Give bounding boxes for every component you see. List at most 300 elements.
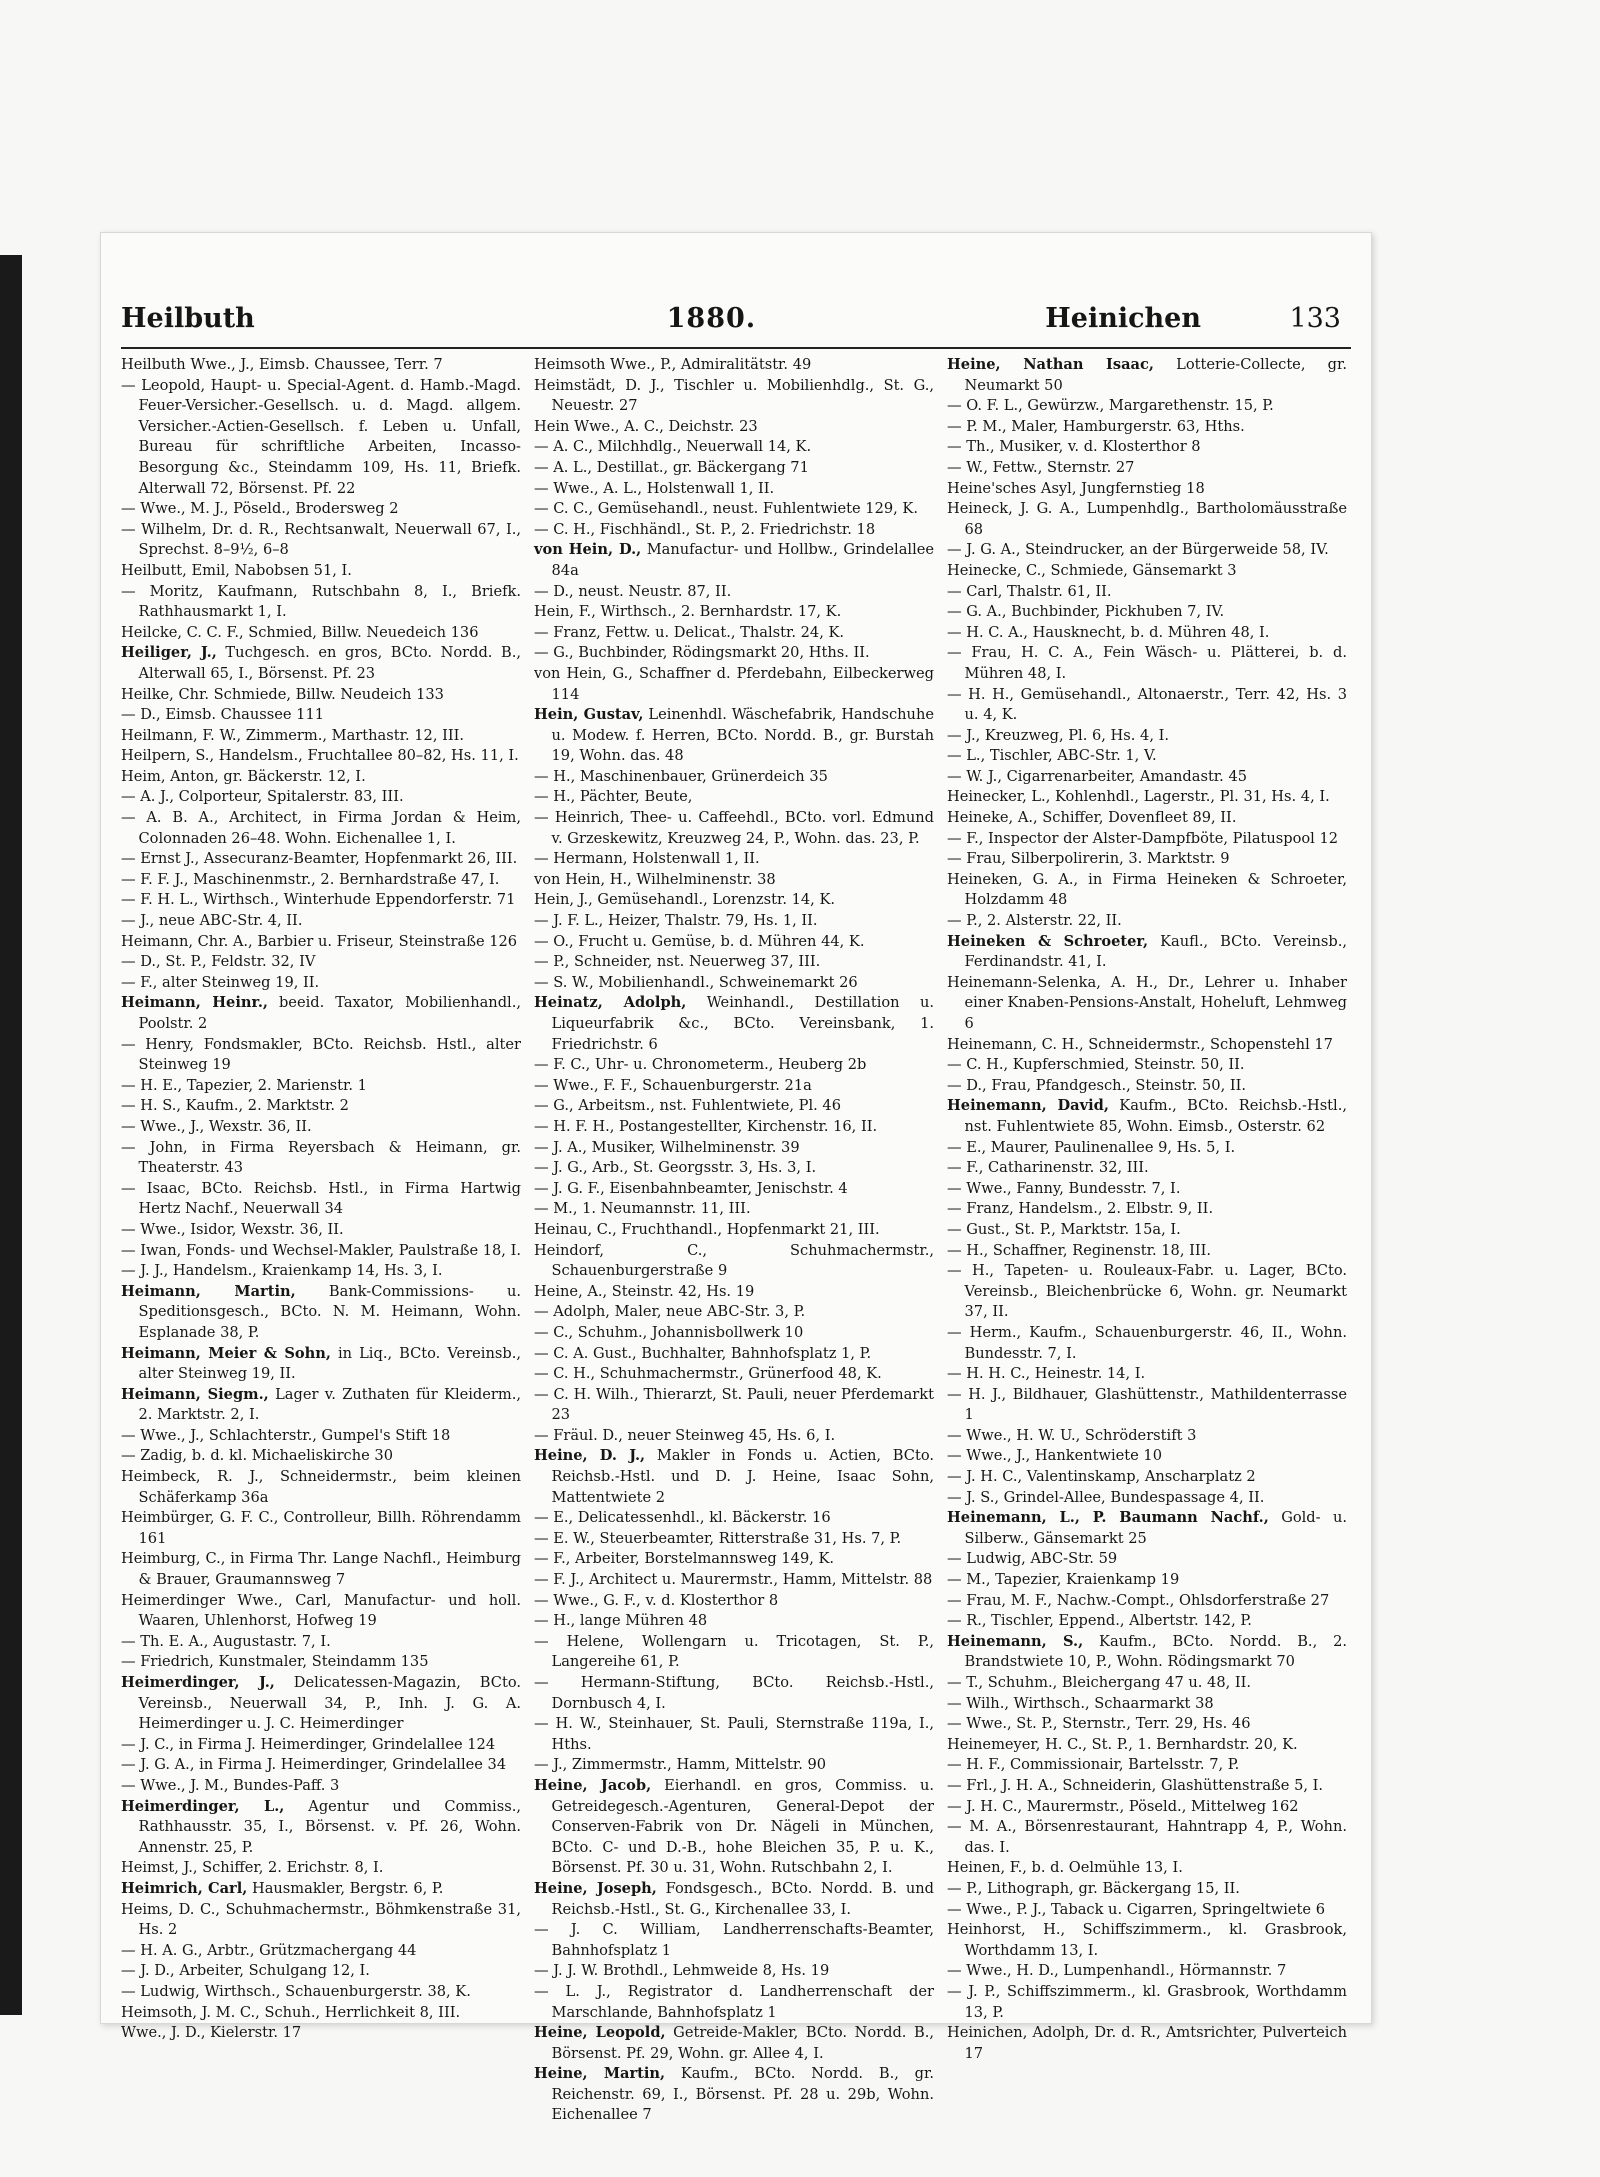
entry-text: — Wwe., J., Wexstr. 36, II. bbox=[121, 1117, 312, 1135]
entry-text: Heilpern, S., Handelsm., Fruchtallee 80–82, Hs. 11, I. bbox=[121, 747, 519, 765]
entry-text: — Hermann, Holstenwall 1, II. bbox=[534, 850, 760, 868]
directory-entry bbox=[947, 1158, 1347, 1179]
entry-text: — F. C., Uhr- u. Chronometerm., Heuberg 2b bbox=[534, 1056, 867, 1074]
entry-text: Getreide-Makler, BCto. Nordd. B., Börsenst. Pf. 29, Wohn. gr. Allee 4, I. bbox=[551, 2024, 934, 2062]
directory-entry bbox=[534, 911, 934, 932]
entry-text: — J. S., Grindel-Allee, Bundespassage 4, II. bbox=[947, 1488, 1265, 1506]
entry-text: — J., Kreuzweg, Pl. 6, Hs. 4, I. bbox=[947, 726, 1170, 744]
entry-text: — J. G. A., Steindrucker, an der Bürgerweide 58, IV. bbox=[947, 541, 1329, 559]
directory-entry bbox=[121, 1776, 521, 1797]
entry-text: — G., Buchbinder, Rödingsmarkt 20, Hths. II. bbox=[534, 644, 870, 662]
entry-name-bold: Heinemann, S., bbox=[947, 1632, 1084, 1650]
directory-entry bbox=[947, 829, 1347, 850]
entry-text: — C. H., Kupferschmied, Steinstr. 50, II. bbox=[947, 1056, 1245, 1074]
directory-entry bbox=[947, 1694, 1347, 1715]
entry-text: — J. F. L., Heizer, Thalstr. 79, Hs. 1, II. bbox=[534, 912, 818, 930]
entry-text: — Helene, Wollengarn u. Tricotagen, St. P., Langereihe 61, P. bbox=[534, 1632, 934, 1671]
entry-name-bold: Heinemann, David, bbox=[947, 1097, 1109, 1115]
directory-entry bbox=[534, 1714, 934, 1755]
entry-text: — Herm., Kaufm., Schauenburgerstr. 46, II., Wohn. Bundesstr. 7, I. bbox=[947, 1323, 1347, 1362]
entry-text: Lager v. Zuthaten für Kleiderm., 2. Marktstr. 2, I. bbox=[138, 1385, 521, 1424]
directory-entry bbox=[534, 437, 934, 458]
directory-entry bbox=[534, 1364, 934, 1385]
entry-text: — Th. E. A., Augustastr. 7, I. bbox=[121, 1632, 331, 1650]
directory-page bbox=[100, 232, 1372, 2124]
entry-text: — H., Maschinenbauer, Grünerdeich 35 bbox=[534, 767, 828, 785]
entry-text: Heinemeyer, H. C., St. P., 1. Bernhardstr. 20, K. bbox=[947, 1735, 1298, 1753]
entry-text: Kaufm., BCto. Nordd. B., gr. Reichenstr. 69, I., Börsenst. Pf. 28 u. 29b, Wohn. Eichenallee 7 bbox=[551, 2065, 934, 2124]
directory-entry bbox=[947, 1220, 1347, 1241]
column-3 bbox=[947, 355, 1348, 2062]
directory-entry bbox=[534, 1385, 934, 1426]
entry-text: Heimbeck, R. J., Schneidermstr., beim kleinen Schäferkamp 36a bbox=[121, 1468, 521, 1506]
entry-text: — Ludwig, Wirthsch., Schauenburgerstr. 38, K. bbox=[121, 1982, 471, 2000]
directory-entry bbox=[947, 437, 1347, 458]
directory-entry bbox=[534, 1549, 934, 1570]
entry-name-bold: Heiliger, J., bbox=[121, 644, 217, 662]
directory-entry bbox=[534, 1920, 934, 1961]
column-2 bbox=[534, 355, 935, 2124]
directory-entry bbox=[947, 602, 1347, 623]
directory-entry bbox=[534, 376, 934, 417]
directory-entry bbox=[121, 582, 521, 623]
entry-text: — Isaac, BCto. Reichsb. Hstl., in Firma Hartwig Hertz Nachf., Neuerwall 34 bbox=[121, 1179, 521, 1218]
directory-entry bbox=[121, 787, 521, 808]
entry-text: — D., neust. Neustr. 87, II. bbox=[534, 582, 732, 600]
entry-text: Heineck, J. G. A., Lumpenhdlg., Bartholomäusstraße 68 bbox=[947, 500, 1347, 538]
entry-text: — Zadig, b. d. kl. Michaeliskirche 30 bbox=[121, 1447, 393, 1465]
entry-text: — H., Pächter, Beute, bbox=[534, 788, 693, 806]
entry-text: — Wwe., G. F., v. d. Klosterthor 8 bbox=[534, 1591, 779, 1609]
entry-text: — Frau, Silberpolirerin, 3. Marktstr. 9 bbox=[947, 850, 1230, 868]
directory-entry bbox=[534, 1570, 934, 1591]
entry-text: Heilcke, C. C. F., Schmied, Billw. Neuedeich 136 bbox=[121, 623, 479, 641]
directory-entry bbox=[121, 1508, 521, 1549]
directory-entry bbox=[121, 1220, 521, 1241]
directory-entry bbox=[121, 849, 521, 870]
entry-text: — A. J., Colporteur, Spitalerstr. 83, III. bbox=[121, 788, 404, 806]
entry-text: — H., Tapeten- u. Rouleaux-Fabr. u. Lager, BCto. Vereinsb., Bleichenbrücke 6, Wohn. gr. Neumarkt 37, II. bbox=[947, 1262, 1347, 1321]
directory-entry bbox=[121, 561, 521, 582]
entry-text: — Hermann-Stiftung, BCto. Reichsb.-Hstl., Dornbusch 4, I. bbox=[534, 1674, 934, 1712]
directory-entry bbox=[947, 1241, 1347, 1262]
entry-text: Manufactur- und Hollbw., Grindelallee 84a bbox=[551, 541, 935, 579]
entry-text: — Wwe., M. J., Pöseld., Brodersweg 2 bbox=[121, 500, 399, 518]
directory-entry bbox=[534, 1282, 934, 1303]
entry-text: — L., Tischler, ABC-Str. 1, V. bbox=[947, 747, 1157, 765]
entry-text: — P., 2. Alsterstr. 22, II. bbox=[947, 912, 1122, 930]
directory-entry bbox=[534, 767, 934, 788]
entry-text: — J. H. C., Valentinskamp, Anscharplatz 2 bbox=[947, 1468, 1256, 1486]
directory-entry bbox=[534, 1179, 934, 1200]
directory-entry bbox=[121, 520, 521, 561]
directory-entry bbox=[534, 1096, 934, 1117]
entry-text: — W., Fettw., Sternstr. 27 bbox=[947, 458, 1135, 476]
directory-entry bbox=[947, 1570, 1347, 1591]
directory-entry bbox=[534, 1426, 934, 1447]
entry-name-bold: Heineken & Schroeter, bbox=[947, 932, 1149, 950]
entry-text: — Leopold, Haupt- u. Special-Agent. d. Hamb.-Magd. Feuer-Versicher.-Gesellsch. u. d. Magd. allgem. Versicher.-Actien-Gesellsch. f. Leben u. Unfall, Bureau für schriftliche Arbeiten, Incasso-Besorgung &c., Steindamm 109, Hs. 11, Briefk. Alterwall 72, Börsenst. Pf. 22 bbox=[121, 376, 521, 497]
entry-text: — H. C. A., Hausknecht, b. d. Mühren 48, I. bbox=[947, 623, 1270, 641]
directory-entry bbox=[534, 1117, 934, 1138]
directory-entry bbox=[534, 2023, 934, 2064]
entry-text: — Henry, Fondsmakler, BCto. Reichsb. Hstl., alter Steinweg 19 bbox=[121, 1035, 521, 1074]
directory-entry bbox=[121, 870, 521, 891]
entry-text: — Wwe., Isidor, Wexstr. 36, II. bbox=[121, 1220, 344, 1238]
entry-text: — W. J., Cigarrenarbeiter, Amandastr. 45 bbox=[947, 767, 1248, 785]
entry-name-bold: Heinatz, Adolph, bbox=[534, 994, 687, 1012]
entry-name-bold: Heimerdinger, J., bbox=[121, 1674, 275, 1691]
entry-text: — J. G. A., in Firma J. Heimerdinger, Grindelallee 34 bbox=[121, 1756, 507, 1774]
entry-name-bold: Heine, Martin, bbox=[534, 2065, 666, 2083]
entry-text: Heinecker, L., Kohlenhdl., Lagerstr., Pl. 31, Hs. 4, I. bbox=[947, 788, 1330, 806]
directory-entry bbox=[121, 1446, 521, 1467]
directory-entry bbox=[534, 520, 934, 541]
directory-entry bbox=[534, 1611, 934, 1632]
directory-entry bbox=[534, 870, 934, 891]
entry-text: Heimann, Chr. A., Barbier u. Friseur, Steinstraße 126 bbox=[121, 932, 518, 950]
entry-text: — Wwe., A. L., Holstenwall 1, II. bbox=[534, 479, 775, 497]
entry-text: Heims, D. C., Schuhmachermstr., Böhmkenstraße 31, Hs. 2 bbox=[121, 1900, 521, 1939]
entry-text: — Frl., J. H. A., Schneiderin, Glashüttenstraße 5, I. bbox=[947, 1776, 1324, 1794]
entry-text: Hein Wwe., A. C., Deichstr. 23 bbox=[534, 417, 758, 435]
directory-entry bbox=[947, 1364, 1347, 1385]
entry-text: — J. G., Arb., St. Georgsstr. 3, Hs. 3, I. bbox=[534, 1159, 817, 1177]
entry-text: — H. E., Tapezier, 2. Marienstr. 1 bbox=[121, 1076, 367, 1094]
directory-entry bbox=[121, 643, 521, 684]
header-year: 1880. bbox=[666, 303, 757, 334]
entry-text: — Iwan, Fonds- und Wechsel-Makler, Paulstraße 18, I. bbox=[121, 1241, 521, 1259]
entry-text: — Franz, Handelsm., 2. Elbstr. 9, II. bbox=[947, 1200, 1214, 1218]
entry-name-bold: Hein, Gustav, bbox=[534, 706, 644, 724]
entry-text: Kaufm., BCto. Nordd. B., 2. Brandstwiete 10, P., Wohn. Rödingsmarkt 70 bbox=[964, 1632, 1347, 1671]
entry-text: — Wwe., J., Schlachterstr., Gumpel's Stift 18 bbox=[121, 1426, 451, 1444]
directory-entry bbox=[534, 1344, 934, 1365]
directory-entry bbox=[121, 685, 521, 706]
directory-entry bbox=[947, 1858, 1347, 1879]
directory-entry bbox=[121, 808, 521, 849]
directory-entry bbox=[947, 1632, 1347, 1673]
directory-entry bbox=[121, 1282, 521, 1344]
entry-text: Heimst, J., Schiffer, 2. Erichstr. 8, I. bbox=[121, 1859, 384, 1877]
directory-entry bbox=[947, 849, 1347, 870]
entry-text: — M., 1. Neumannstr. 11, III. bbox=[534, 1200, 751, 1218]
entry-text: — J. H. C., Maurermstr., Pöseld., Mittelweg 162 bbox=[947, 1797, 1299, 1815]
directory-entry bbox=[947, 1199, 1347, 1220]
directory-entry bbox=[534, 1776, 934, 1879]
entry-text: — H. F., Commissionair, Bartelsstr. 7, P. bbox=[947, 1756, 1240, 1774]
entry-text: — E. W., Steuerbeamter, Ritterstraße 31, Hs. 7, P. bbox=[534, 1529, 902, 1547]
entry-text: — A. C., Milchhdlg., Neuerwall 14, K. bbox=[534, 438, 812, 456]
entry-text: Heilbutt, Emil, Nabobsen 51, I. bbox=[121, 561, 352, 579]
entry-text: — J. P., Schiffszimmerm., kl. Grasbrook, Worthdamm 13, P. bbox=[947, 1982, 1347, 2021]
entry-text: — C., Schuhm., Johannisbollwerk 10 bbox=[534, 1323, 804, 1341]
entry-text: — Ernst J., Assecuranz-Beamter, Hopfenmarkt 26, III. bbox=[121, 850, 518, 868]
directory-entry bbox=[534, 705, 934, 767]
directory-entry bbox=[947, 1920, 1347, 1961]
directory-entry bbox=[947, 1426, 1347, 1447]
page-header bbox=[121, 303, 1351, 343]
entry-text: Heilbuth Wwe., J., Eimsb. Chaussee, Terr. 7 bbox=[121, 356, 443, 373]
directory-entry bbox=[121, 1900, 521, 1941]
directory-entry bbox=[121, 1982, 521, 2003]
entry-text: — E., Delicatessenhdl., kl. Bäckerstr. 16 bbox=[534, 1509, 831, 1527]
directory-entry bbox=[121, 890, 521, 911]
directory-entry bbox=[534, 1508, 934, 1529]
directory-entry bbox=[534, 602, 934, 623]
directory-entry bbox=[121, 1673, 521, 1735]
entry-name-bold: Heimrich, Carl, bbox=[121, 1879, 248, 1897]
entry-text: — H., lange Mühren 48 bbox=[534, 1612, 708, 1630]
directory-entry bbox=[121, 952, 521, 973]
directory-entry bbox=[947, 582, 1347, 603]
directory-entry bbox=[534, 458, 934, 479]
entry-text: — J., Zimmermstr., Hamm, Mittelstr. 90 bbox=[534, 1756, 827, 1774]
directory-entry bbox=[121, 1385, 521, 1426]
directory-entry bbox=[947, 2023, 1347, 2064]
directory-entry bbox=[947, 1096, 1347, 1137]
directory-entry bbox=[534, 993, 934, 1055]
entry-text: — Carl, Thalstr. 61, II. bbox=[947, 582, 1112, 600]
directory-entry bbox=[947, 767, 1347, 788]
entry-text: Heinau, C., Fruchthandl., Hopfenmarkt 21, III. bbox=[534, 1220, 880, 1238]
directory-entry bbox=[534, 1591, 934, 1612]
entry-text: Leinenhdl. Wäschefabrik, Handschuhe u. Modew. f. Herren, BCto. Nordd. B., gr. Burstah 19, Wohn. das. 48 bbox=[551, 706, 934, 765]
directory-entry bbox=[947, 417, 1347, 438]
entry-text: Fondsgesch., BCto. Nordd. B. und Reichsb.-Hstl., St. G., Kirchenallee 33, I. bbox=[551, 1879, 934, 1918]
directory-entry bbox=[534, 1982, 934, 2023]
directory-entry bbox=[534, 1055, 934, 1076]
entry-text: — J., neue ABC-Str. 4, II. bbox=[121, 912, 303, 930]
directory-entry bbox=[121, 1549, 521, 1590]
directory-entry bbox=[534, 1323, 934, 1344]
entry-text: — Gust., St. P., Marktstr. 15a, I. bbox=[947, 1220, 1181, 1238]
entry-name-bold: Heine, D. J., bbox=[534, 1447, 646, 1465]
directory-entry bbox=[947, 1900, 1347, 1921]
directory-entry bbox=[947, 726, 1347, 747]
entry-text: Agentur und Commiss., Rathhausstr. 35, I., Börsenst. v. Pf. 26, Wohn. Annenstr. 25, P. bbox=[138, 1797, 521, 1856]
header-right-keyword: Heinichen bbox=[1045, 303, 1201, 334]
directory-entry bbox=[947, 911, 1347, 932]
directory-entry bbox=[121, 1591, 521, 1632]
entry-text: — H. J., Bildhauer, Glashüttenstr., Mathildenterrasse 1 bbox=[947, 1385, 1347, 1424]
entry-text: Heinichen, Adolph, Dr. d. R., Amtsrichter, Pulverteich 17 bbox=[947, 2024, 1347, 2062]
entry-name-bold: Heimann, Siegm., bbox=[121, 1385, 269, 1403]
directory-entry bbox=[121, 1879, 521, 1900]
directory-entry bbox=[947, 396, 1347, 417]
directory-entry bbox=[121, 911, 521, 932]
entry-text: Lotterie-Collecte, gr. Neumarkt 50 bbox=[964, 356, 1347, 394]
directory-entry bbox=[947, 1776, 1347, 1797]
directory-entry bbox=[534, 808, 934, 849]
directory-entry bbox=[121, 1755, 521, 1776]
directory-entry bbox=[947, 1673, 1347, 1694]
directory-entry bbox=[534, 582, 934, 603]
directory-entry bbox=[534, 1076, 934, 1097]
entry-text: — Th., Musiker, v. d. Klosterthor 8 bbox=[947, 438, 1201, 456]
directory-entry bbox=[947, 1735, 1347, 1756]
directory-entry bbox=[947, 1755, 1347, 1776]
directory-entry bbox=[121, 1138, 521, 1179]
entry-text: Hein, F., Wirthsch., 2. Bernhardstr. 17, K. bbox=[534, 603, 842, 621]
directory-entry bbox=[947, 499, 1347, 540]
entry-text: Heineke, A., Schiffer, Dovenfleet 89, II. bbox=[947, 809, 1237, 827]
directory-entry bbox=[121, 705, 521, 726]
directory-entry bbox=[947, 561, 1347, 582]
directory-entry bbox=[121, 1652, 521, 1673]
entry-name-bold: Heine, Jacob, bbox=[534, 1776, 652, 1794]
entry-text: — F. J., Architect u. Maurermstr., Hamm, Mittelstr. 88 bbox=[534, 1571, 933, 1589]
directory-entry bbox=[947, 1611, 1347, 1632]
entry-text: Heine, A., Steinstr. 42, Hs. 19 bbox=[534, 1282, 755, 1300]
entry-text: — Frau, M. F., Nachw.-Compt., Ohlsdorferstraße 27 bbox=[947, 1591, 1330, 1609]
entry-text: Heinecke, C., Schmiede, Gänsemarkt 3 bbox=[947, 561, 1237, 579]
entry-text: — O., Frucht u. Gemüse, b. d. Mühren 44, K. bbox=[534, 932, 865, 950]
directory-entry bbox=[947, 1323, 1347, 1364]
directory-entry bbox=[121, 1179, 521, 1220]
directory-entry bbox=[121, 623, 521, 644]
entry-text: — Wwe., H. D., Lumpenhandl., Hörmannstr. 7 bbox=[947, 1962, 1287, 1980]
entry-text: Heimburg, C., in Firma Thr. Lange Nachfl., Heimburg & Brauer, Graumannsweg 7 bbox=[121, 1550, 521, 1589]
entry-text: Delicatessen-Magazin, BCto. Vereinsb., Neuerwall 34, P., Inh. J. G. A. Heimerdinger u. J. C. Heimerdinger bbox=[138, 1674, 521, 1733]
directory-entry bbox=[947, 1714, 1347, 1735]
directory-entry bbox=[947, 1446, 1347, 1467]
entry-text: — Wwe., F. F., Schauenburgerstr. 21a bbox=[534, 1076, 812, 1094]
entry-text: — Franz, Fettw. u. Delicat., Thalstr. 24, K. bbox=[534, 623, 845, 641]
directory-entry bbox=[121, 767, 521, 788]
directory-entry bbox=[121, 1797, 521, 1859]
entry-text: Wwe., J. D., Kielerstr. 17 bbox=[121, 2024, 302, 2042]
entry-text: Heimerdinger Wwe., Carl, Manufactur- und holl. Waaren, Uhlenhorst, Hofweg 19 bbox=[121, 1591, 521, 1630]
entry-text: Hein, J., Gemüsehandl., Lorenzstr. 14, K. bbox=[534, 891, 835, 909]
entry-text: — John, in Firma Reyersbach & Heimann, gr. Theaterstr. 43 bbox=[121, 1138, 521, 1177]
directory-entry bbox=[947, 973, 1347, 1035]
directory-entry bbox=[534, 1220, 934, 1241]
entry-text: Heilke, Chr. Schmiede, Billw. Neudeich 133 bbox=[121, 685, 444, 703]
directory-entry bbox=[534, 1632, 934, 1673]
directory-entry bbox=[121, 993, 521, 1034]
entry-name-bold: Heine, Nathan Isaac, bbox=[947, 356, 1154, 373]
directory-entry bbox=[534, 540, 934, 581]
entry-text: — H. W., Steinhauer, St. Pauli, Sternstraße 119a, I., Hths. bbox=[534, 1715, 934, 1753]
directory-entry bbox=[534, 417, 934, 438]
entry-text: Heilmann, F. W., Zimmerm., Marthastr. 12, III. bbox=[121, 726, 465, 744]
entry-text: — Wilhelm, Dr. d. R., Rechtsanwalt, Neuerwall 67, I., Sprechst. 8–9½, 6–8 bbox=[121, 520, 521, 559]
directory-entry bbox=[947, 685, 1347, 726]
directory-entry bbox=[121, 1035, 521, 1076]
directory-entry bbox=[534, 623, 934, 644]
directory-entry bbox=[534, 643, 934, 664]
directory-entry bbox=[947, 1035, 1347, 1056]
directory-entry bbox=[534, 932, 934, 953]
directory-entry bbox=[947, 1138, 1347, 1159]
entry-text: — J. G. F., Eisenbahnbeamter, Jenischstr. 4 bbox=[534, 1179, 848, 1197]
entry-text: Heimsoth Wwe., P., Admiralitätstr. 49 bbox=[534, 356, 812, 373]
directory-entry bbox=[534, 479, 934, 500]
directory-entry bbox=[121, 1261, 521, 1282]
directory-entry bbox=[534, 664, 934, 705]
entry-text: Heinemann, C. H., Schneidermstr., Schopenstehl 17 bbox=[947, 1035, 1333, 1053]
entry-text: — F., Inspector der Alster-Dampfböte, Pilatuspool 12 bbox=[947, 829, 1339, 847]
entry-text: — J. C., in Firma J. Heimerdinger, Grindelallee 124 bbox=[121, 1735, 496, 1753]
column-1 bbox=[121, 355, 521, 2042]
entry-text: — Wwe., J. M., Bundes-Paff. 3 bbox=[121, 1776, 340, 1794]
directory-entry bbox=[947, 1076, 1347, 1097]
directory-entry bbox=[534, 890, 934, 911]
directory-entry bbox=[534, 973, 934, 994]
entry-text: — R., Tischler, Eppend., Albertstr. 142, P. bbox=[947, 1612, 1252, 1630]
directory-entry bbox=[534, 1879, 934, 1920]
directory-entry bbox=[947, 1591, 1347, 1612]
entry-text: Heinhorst, H., Schiffszimmerm., kl. Grasbrook, Worthdamm 13, I. bbox=[947, 1921, 1347, 1959]
entry-text: Kaufm., BCto. Reichsb.-Hstl., nst. Fuhlentwiete 85, Wohn. Eimsb., Osterstr. 62 bbox=[964, 1097, 1347, 1135]
entry-text: Gold- u. Silberw., Gänsemarkt 25 bbox=[964, 1509, 1348, 1547]
entry-text: — J. J., Handelsm., Kraienkamp 14, Hs. 3, I. bbox=[121, 1262, 443, 1280]
entry-text: — Wwe., Fanny, Bundesstr. 7, I. bbox=[947, 1179, 1181, 1197]
entry-name-bold: Heimann, Meier & Sohn, bbox=[121, 1344, 331, 1362]
entry-text: Heinemann-Selenka, A. H., Dr., Lehrer u. Inhaber einer Knaben-Pensions-Anstalt, Hoheluft, Lehmweg 6 bbox=[947, 973, 1347, 1032]
entry-text: — J. D., Arbeiter, Schulgang 12, I. bbox=[121, 1962, 370, 1980]
entry-text: von Hein, G., Schaffner d. Pferdebahn, Eilbeckerweg 114 bbox=[534, 664, 934, 703]
entry-text: — J. J. W. Brothdl., Lehmweide 8, Hs. 19 bbox=[534, 1962, 830, 1980]
entry-text: in Liq., BCto. Vereinsb., alter Steinweg 19, II. bbox=[138, 1344, 521, 1383]
directory-entry bbox=[534, 499, 934, 520]
entry-text: Heim, Anton, gr. Bäckerstr. 12, I. bbox=[121, 767, 366, 785]
directory-entry bbox=[534, 1302, 934, 1323]
entry-text: — Moritz, Kaufmann, Rutschbahn 8, I., Briefk. Rathhausmarkt 1, I. bbox=[121, 582, 521, 621]
directory-entry bbox=[121, 1241, 521, 1262]
entry-text: — H. H. C., Heinestr. 14, I. bbox=[947, 1365, 1146, 1383]
directory-entry bbox=[121, 355, 521, 376]
directory-entry bbox=[534, 2064, 934, 2126]
entry-text: — Friedrich, Kunstmaler, Steindamm 135 bbox=[121, 1653, 429, 1671]
directory-entry bbox=[534, 1138, 934, 1159]
directory-entry bbox=[947, 355, 1347, 396]
directory-entry bbox=[121, 1941, 521, 1962]
entry-text: — H. F. H., Postangestellter, Kirchenstr. 16, II. bbox=[534, 1117, 878, 1135]
directory-entry bbox=[121, 2023, 521, 2044]
entry-text: Heindorf, C., Schuhmachermstr., Schauenburgerstraße 9 bbox=[534, 1241, 934, 1280]
directory-entry bbox=[534, 849, 934, 870]
entry-text: — Fräul. D., neuer Steinweg 45, Hs. 6, I. bbox=[534, 1426, 836, 1444]
directory-entry bbox=[121, 726, 521, 747]
directory-entry bbox=[947, 643, 1347, 684]
entry-text: — Adolph, Maler, neue ABC-Str. 3, P. bbox=[534, 1303, 806, 1321]
entry-text: — Frau, H. C. A., Fein Wäsch- u. Plätterei, b. d. Mühren 48, I. bbox=[947, 644, 1347, 682]
directory-entry bbox=[947, 1385, 1347, 1426]
directory-entry bbox=[534, 1529, 934, 1550]
entry-text: — M., Tapezier, Kraienkamp 19 bbox=[947, 1571, 1180, 1589]
directory-entry bbox=[534, 1673, 934, 1714]
entry-text: — G., Arbeitsm., nst. Fuhlentwiete, Pl. 46 bbox=[534, 1097, 841, 1115]
directory-entry bbox=[121, 1632, 521, 1653]
entry-name-bold: Heimerdinger, L., bbox=[121, 1797, 285, 1815]
directory-entry bbox=[534, 1199, 934, 1220]
directory-entry bbox=[121, 746, 521, 767]
directory-entry bbox=[947, 1261, 1347, 1323]
directory-entry bbox=[121, 932, 521, 953]
directory-entry bbox=[121, 1426, 521, 1447]
directory-entry bbox=[534, 355, 934, 376]
entry-text: — J. A., Musiker, Wilhelminenstr. 39 bbox=[534, 1138, 800, 1156]
directory-entry bbox=[947, 1055, 1347, 1076]
entry-text: — C. A. Gust., Buchhalter, Bahnhofsplatz 1, P. bbox=[534, 1344, 872, 1362]
entry-text: — A. B. A., Architect, in Firma Jordan & Heim, Colonnaden 26–48. Wohn. Eichenallee 1, I. bbox=[121, 809, 521, 847]
entry-name-bold: von Hein, D., bbox=[534, 541, 642, 559]
directory-entry bbox=[947, 479, 1347, 500]
entry-text: — J. C. William, Landherrenschafts-Beamter, Bahnhofsplatz 1 bbox=[534, 1921, 934, 1959]
entry-text: — H. S., Kaufm., 2. Marktstr. 2 bbox=[121, 1097, 349, 1115]
